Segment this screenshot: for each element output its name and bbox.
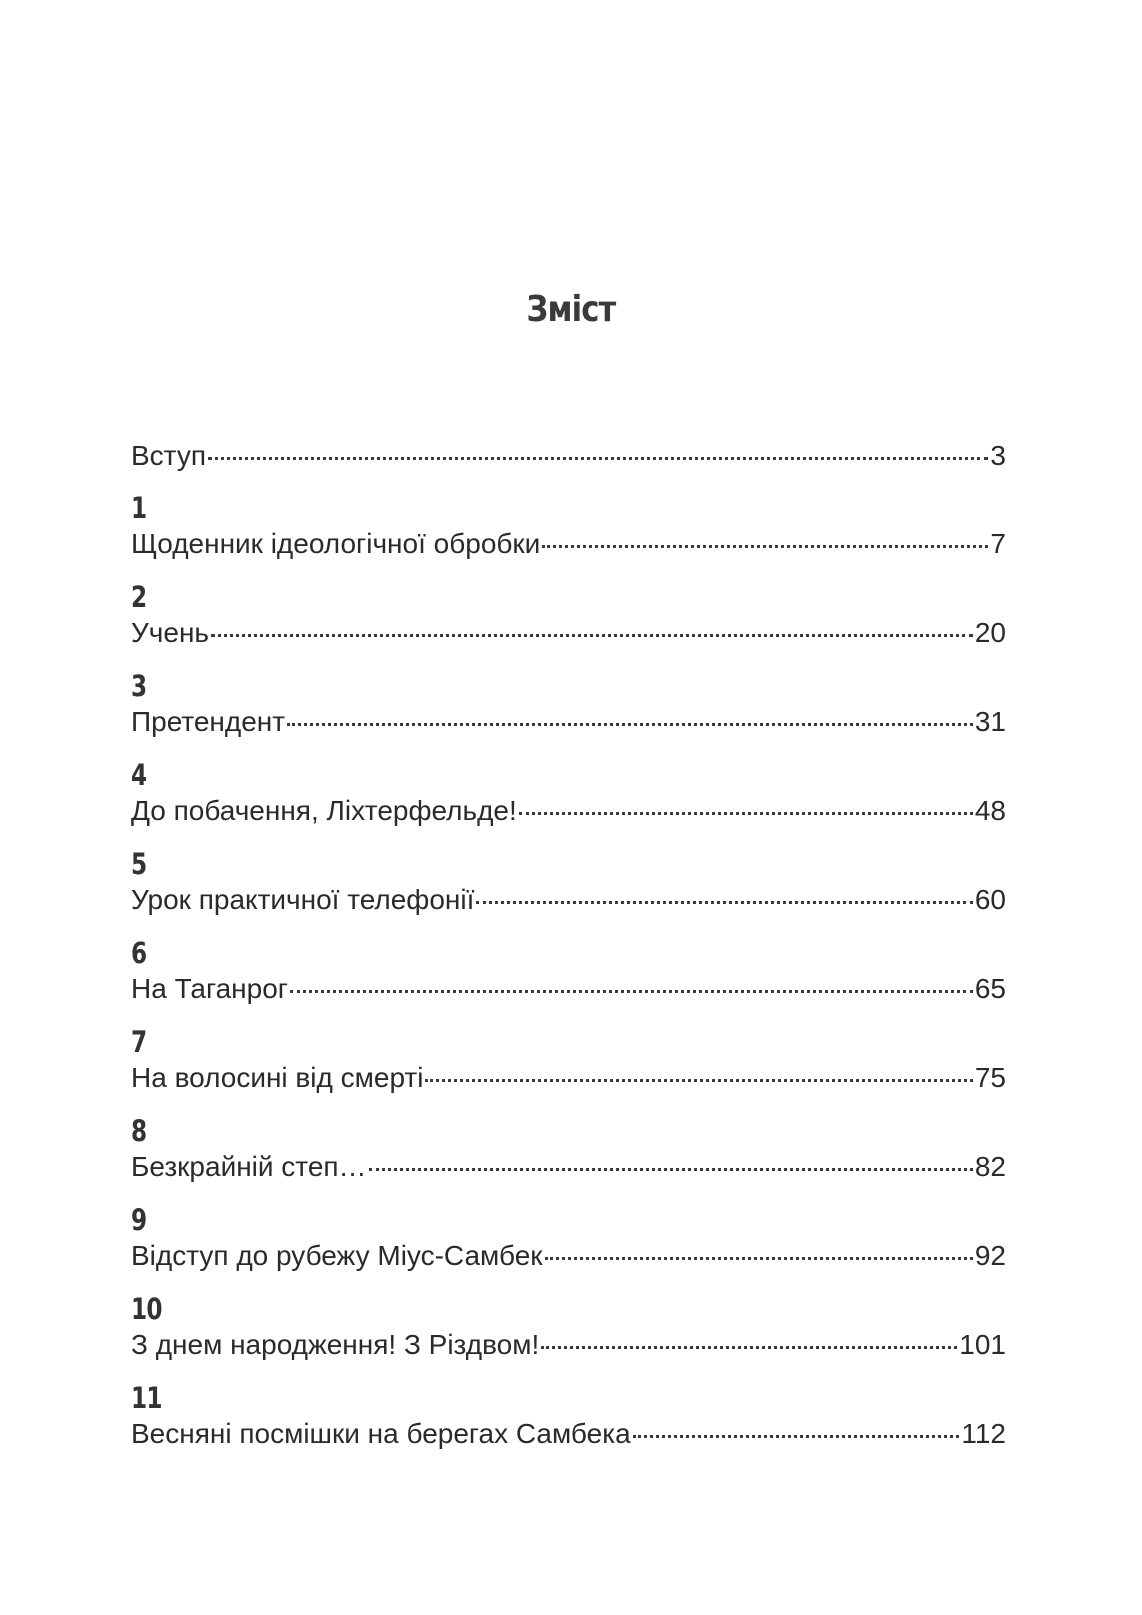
chapter-number: 3 <box>131 669 147 703</box>
toc-entry-chapter-11[interactable] <box>131 1381 1006 1470</box>
dot-leader <box>633 1435 960 1438</box>
dot-leader <box>287 723 973 726</box>
toc-entry-chapter-8[interactable] <box>131 1114 1006 1203</box>
dot-leader <box>545 1257 973 1260</box>
chapter-number: 9 <box>131 1203 147 1237</box>
entry-page-number: 20 <box>974 617 1006 648</box>
dot-leader <box>542 545 988 548</box>
entry-page-number: 3 <box>990 440 1006 471</box>
toc-entry-chapter-5[interactable] <box>131 847 1006 936</box>
toc-entry-chapter-1[interactable] <box>131 491 1006 580</box>
chapter-number: 5 <box>131 847 147 881</box>
entry-title: Вступ <box>131 440 206 471</box>
toc-line <box>131 1149 1006 1185</box>
entry-page-number: 31 <box>974 706 1006 737</box>
toc-entry-chapter-2[interactable] <box>131 580 1006 669</box>
toc-line <box>131 615 1006 651</box>
toc-entry-chapter-3[interactable] <box>131 669 1006 758</box>
entry-page-number: 92 <box>974 1240 1006 1271</box>
entry-title: Урок практичної телефонії <box>131 884 475 915</box>
entry-page-number: 75 <box>974 1062 1006 1093</box>
entry-page-number: 82 <box>974 1151 1006 1182</box>
entry-title: Щоденник ідеологічної обробки <box>131 528 541 559</box>
dot-leader <box>519 812 973 815</box>
toc-line <box>131 1327 1006 1363</box>
dot-leader <box>208 457 988 460</box>
entry-title: Безкрайній степ… <box>131 1151 367 1182</box>
entry-title: До побачення, Ліхтерфельде! <box>131 795 517 826</box>
entry-title: Учень <box>131 617 209 648</box>
toc-line <box>131 704 1006 740</box>
toc-entry-chapter-9[interactable] <box>131 1203 1006 1292</box>
dot-leader <box>369 1168 973 1171</box>
toc-entry-chapter-4[interactable] <box>131 758 1006 847</box>
entry-title: Весняні посмішки на берегах Самбека <box>131 1418 631 1449</box>
chapter-number: 4 <box>131 758 147 792</box>
dot-leader <box>425 1079 972 1082</box>
toc-line <box>131 1060 1006 1096</box>
dot-leader <box>476 901 972 904</box>
chapter-number: 6 <box>131 936 147 970</box>
toc-entry-chapter-10[interactable] <box>131 1292 1006 1381</box>
entry-title: Претендент <box>131 706 286 737</box>
entry-title: З днем народження! З Різдвом! <box>131 1329 540 1360</box>
chapter-number: 2 <box>131 580 147 614</box>
chapter-number: 10 <box>131 1292 162 1326</box>
entry-page-number: 60 <box>974 884 1006 915</box>
toc-line <box>131 1416 1006 1452</box>
entry-title: На волосині від смерті <box>131 1062 424 1093</box>
entry-page-number: 101 <box>959 1329 1006 1360</box>
toc-line <box>131 438 1006 474</box>
page-title: Зміст <box>526 289 616 330</box>
entry-title: На Таганрог <box>131 973 288 1004</box>
toc-entry-chapter-7[interactable] <box>131 1025 1006 1114</box>
dot-leader <box>211 634 973 637</box>
toc-entry-chapter-6[interactable] <box>131 936 1006 1025</box>
toc-line <box>131 1238 1006 1274</box>
toc-line <box>131 526 1006 562</box>
toc-line <box>131 882 1006 918</box>
dot-leader <box>541 1346 957 1349</box>
chapter-number: 7 <box>131 1025 147 1059</box>
entry-page-number: 7 <box>990 528 1006 559</box>
toc-entry-intro[interactable] <box>131 438 1006 474</box>
table-of-contents <box>131 438 1006 1470</box>
chapter-number: 8 <box>131 1114 147 1148</box>
entry-title: Відступ до рубежу Міус-Самбек <box>131 1240 543 1271</box>
dot-leader <box>290 990 973 993</box>
chapter-number: 11 <box>131 1381 162 1415</box>
entry-page-number: 48 <box>974 795 1006 826</box>
entry-page-number: 65 <box>974 973 1006 1004</box>
toc-line <box>131 793 1006 829</box>
chapter-number: 1 <box>131 491 147 525</box>
entry-page-number: 112 <box>961 1418 1006 1449</box>
toc-line <box>131 971 1006 1007</box>
